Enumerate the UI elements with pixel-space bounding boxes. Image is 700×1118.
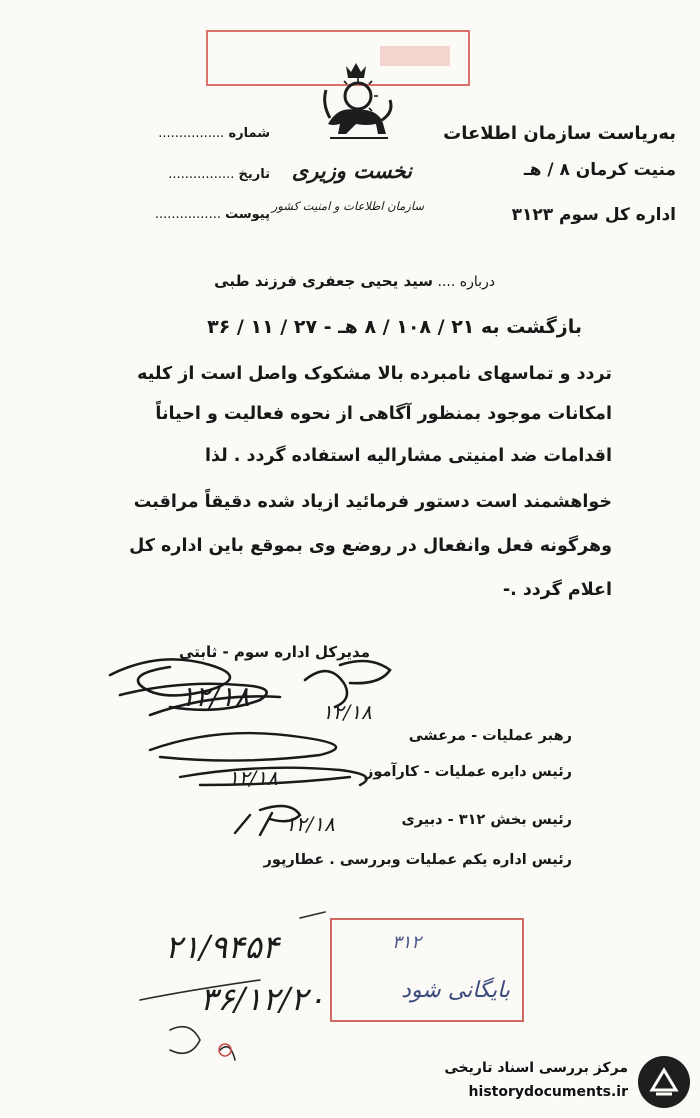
routing-line-3: رئیس بخش ۳۱۲ - دبیری [401,812,572,828]
header-sender-line: منیت کرمان ۸ / هـ [523,160,676,180]
archive-stamp-number: ۳۱۲ [392,932,422,953]
subject-value: سید یحیی جعفری فرزند طبی [214,272,434,290]
watermark-line-2: historydocuments.ir [468,1084,628,1100]
handwritten-letter-number: ۲۱/۹۴۵۴ [165,928,279,966]
body-line-6: اعلام گردد .- [502,580,612,600]
header-department-line: اداره کل سوم ۳۱۲۳ [511,205,676,225]
emblem-subtitle: سازمان اطلاعات و امنیت کشور [271,199,424,213]
field-date [100,167,270,182]
archive-logo-icon [638,1056,690,1108]
handwritten-date-3: ۱۲/۱۸ [228,766,278,790]
body-line-5: وهرگونه فعل وانفعال در روضع وی بموقع باین اداره کل [129,536,612,556]
field-date-value: ................ [168,167,235,182]
subject-label: درباره [459,274,495,290]
field-attachment-value: ................ [154,207,221,222]
routing-line-2: رئیس دایره عملیات - کارآموز [365,764,572,780]
signatory-line: مدیرکل اداره سوم - ثابتی [179,643,370,661]
handwritten-bottom-date: ۳۶/۱۲/۲۰ [200,980,325,1018]
field-number-label: شماره [228,126,270,141]
archive-stamp-text: بایگانی شود [401,978,510,1003]
body-line-3: اقدامات ضد امنیتی مشارالیه استفاده گردد . لذا [205,446,612,466]
field-number-value: ................ [158,126,225,141]
archive-stamp [330,918,524,1022]
lion-and-sun-emblem [316,60,396,148]
bottom-scribbles [130,910,340,1080]
watermark-line-1: مرکز بررسی اسناد تاریخی [444,1060,628,1076]
reference-line: بازگشت به ۲۱ / ۱۰۸ / ۸ هـ - ۲۷ / ۱۱ / ۳۶ [207,316,582,338]
routing-line-4: رئیس اداره یکم عملیات وبررسی . عطارپور [263,852,572,868]
field-attachment [100,207,270,222]
routing-signatures [140,715,420,855]
handwritten-date-2: ۱۲/۱۸ [322,700,372,724]
body-line-2: امکانات موجود بمنظور آگاهی از نحوه فعالیت و احیاناً [155,404,612,424]
field-date-label: تاریخ [238,167,270,182]
body-line-4: خواهشمند است دستور فرمائید ازیاد شده دقیقاً مراقبت [133,492,612,512]
field-number [100,126,270,141]
watermark-badge [408,1054,694,1112]
handwritten-date-1: ۱۲/۱۸ [180,680,250,713]
emblem-title: نخست وزیری [291,158,412,183]
field-attachment-label: پیوست [225,207,270,222]
body-line-1: تردد و تماسهای نامبرده بالا مشکوک واصل است از کلیه [137,364,612,384]
handwritten-date-4: ۱۲/۱۸ [285,812,335,836]
routing-line-1: رهبر عملیات - مرعشی [408,728,572,744]
subject-line: درباره .... سید یحیی جعفری فرزند طبی [214,272,495,290]
header-recipient-line: به‌ریاست سازمان اطلاعات [443,123,676,144]
